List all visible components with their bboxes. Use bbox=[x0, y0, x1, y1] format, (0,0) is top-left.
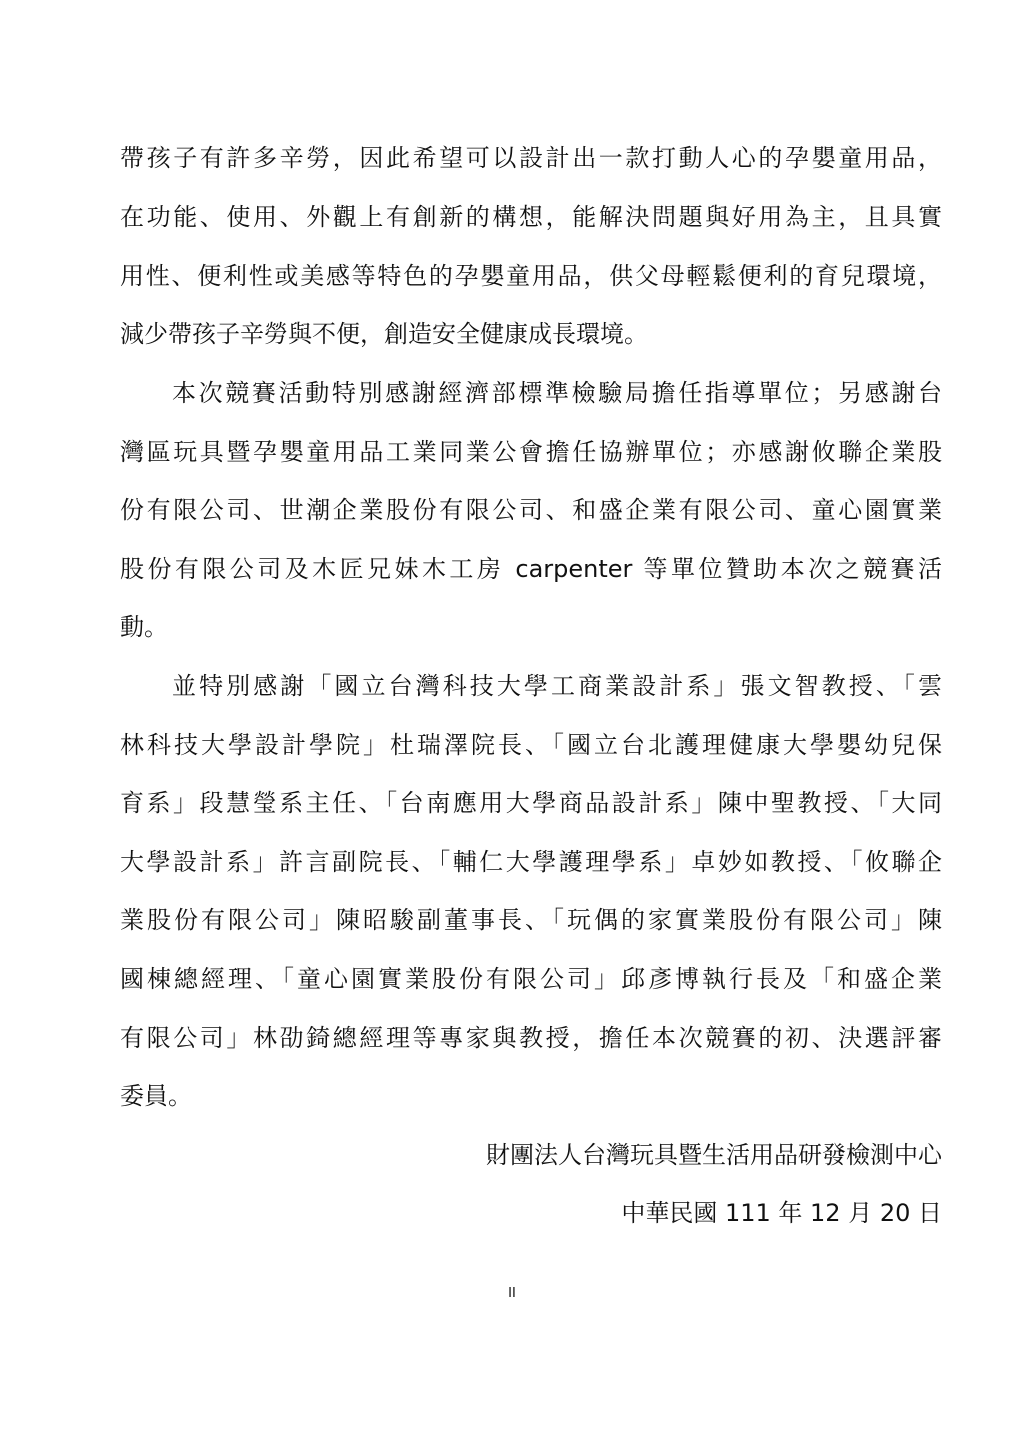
paragraph-line: 並特別感謝「國立台灣科技大學工商業設計系」張文智教授、「雲 bbox=[172, 672, 942, 700]
paragraph-line: 灣區玩具暨孕嬰童用品工業同業公會擔任協辦單位；亦感謝攸聯企業股 bbox=[120, 438, 942, 466]
paragraph-line: 份有限公司、世潮企業股份有限公司、和盛企業有限公司、童心園實業 bbox=[120, 496, 942, 524]
paragraph-line: 用性、便利性或美感等特色的孕嬰童用品，供父母輕鬆便利的育兒環境， bbox=[120, 262, 942, 290]
page-number: II bbox=[508, 1286, 516, 1301]
paragraph-line: 在功能、使用、外觀上有創新的構想，能解決問題與好用為主，且具實 bbox=[120, 203, 942, 231]
paragraph-line: 大學設計系」許言副院長、「輔仁大學護理學系」卓妙如教授、「攸聯企 bbox=[120, 848, 942, 876]
paragraph-line: 股份有限公司及木匠兄妹木工房 carpenter 等單位贊助本次之競賽活 bbox=[120, 555, 942, 583]
paragraph-line: 業股份有限公司」陳昭駿副董事長、「玩偶的家實業股份有限公司」陳 bbox=[120, 906, 942, 934]
signature-organization: 財團法人台灣玩具暨生活用品研發檢測中心 bbox=[486, 1141, 942, 1169]
signature-date: 中華民國 111 年 12 月 20 日 bbox=[621, 1199, 942, 1227]
paragraph-line: 育系」段慧瑩系主任、「台南應用大學商品設計系」陳中聖教授、「大同 bbox=[120, 789, 942, 817]
paragraph-line: 國棟總經理、「童心園實業股份有限公司」邱彥博執行長及「和盛企業 bbox=[120, 965, 942, 993]
paragraph-line: 委員。 bbox=[120, 1082, 192, 1110]
paragraph-line: 林科技大學設計學院」杜瑞澤院長、「國立台北護理健康大學嬰幼兒保 bbox=[120, 731, 942, 759]
paragraph-line: 有限公司」林劭錡總經理等專家與教授，擔任本次競賽的初、決選評審 bbox=[120, 1024, 942, 1052]
paragraph-line: 帶孩子有許多辛勞，因此希望可以設計出一款打動人心的孕嬰童用品， bbox=[120, 144, 942, 172]
paragraph-line: 動。 bbox=[120, 613, 168, 641]
paragraph-line: 減少帶孩子辛勞與不便，創造安全健康成長環境。 bbox=[120, 320, 648, 348]
paragraph-line: 本次競賽活動特別感謝經濟部標準檢驗局擔任指導單位；另感謝台 bbox=[172, 379, 942, 407]
